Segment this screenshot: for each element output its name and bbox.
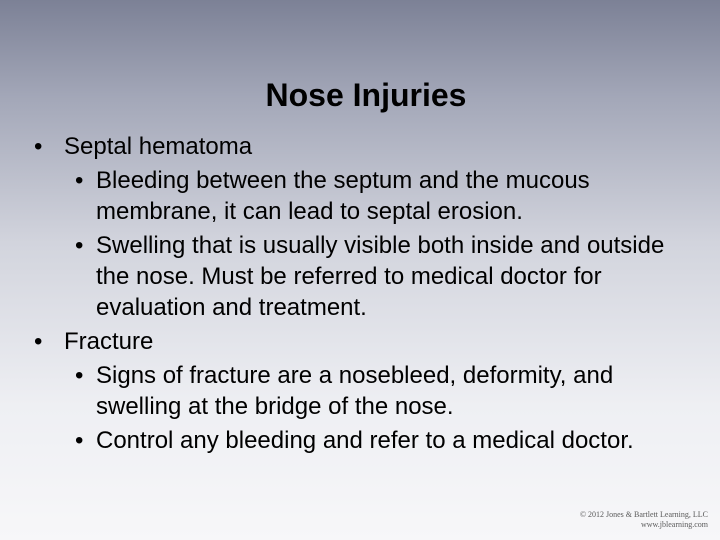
bullet-icon: •	[34, 328, 43, 355]
sub-bullet-item	[34, 425, 684, 456]
copyright-line: © 2012 Jones & Bartlett Learning, LLC	[579, 510, 708, 519]
sub-bullet-text: Control any bleeding and refer to a medical doctor.	[96, 427, 634, 454]
slide-title: Nose Injuries	[265, 77, 467, 113]
bullet-icon: •	[75, 167, 84, 194]
bullet-list	[34, 131, 684, 459]
bullet-icon: •	[75, 427, 84, 454]
sub-bullet-text: Signs of fracture are a nosebleed, deformity, and swelling at the bridge of the nose.	[96, 362, 614, 420]
bullet-icon: •	[75, 232, 84, 259]
sub-bullet-item	[34, 165, 684, 227]
bullet-item-fracture	[34, 326, 684, 357]
bullet-label: Septal hematoma	[64, 133, 253, 160]
bullet-label: Fracture	[64, 328, 154, 355]
sub-bullet-text: Swelling that is usually visible both inside and outside the nose. Must be referred to medical doctor for evaluation and treatment.	[96, 232, 665, 321]
sub-bullet-item	[34, 230, 684, 323]
bullet-item-septal-hematoma	[34, 131, 684, 162]
copyright-notice	[580, 510, 708, 530]
publisher-url: www.jblearning.com	[640, 520, 708, 529]
sub-bullet-item	[34, 360, 684, 422]
sub-bullet-text: Bleeding between the septum and the mucous membrane, it can lead to septal erosion.	[96, 167, 590, 225]
bullet-icon: •	[34, 133, 43, 160]
bullet-icon: •	[75, 362, 84, 389]
